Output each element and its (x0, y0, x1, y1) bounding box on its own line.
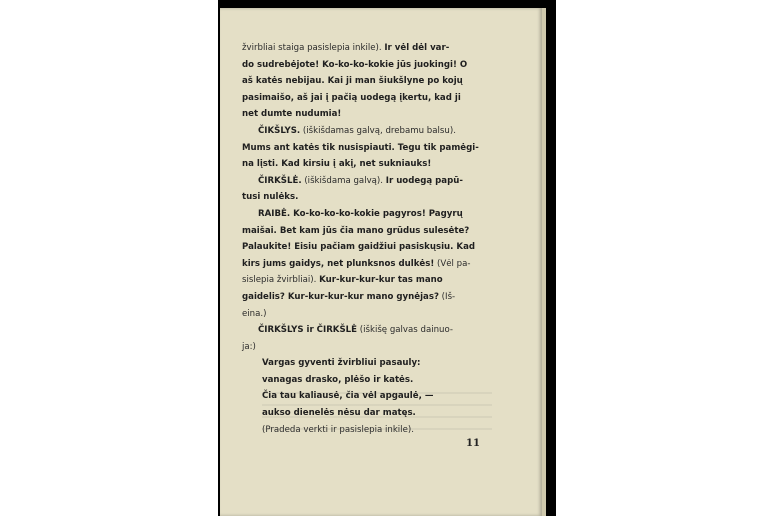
page-edge (542, 8, 546, 516)
text-line (242, 106, 478, 123)
verse-segment: Čia tau kaliausė, čia vėl apgaulė, — (262, 391, 434, 402)
text-segment: (iškišę galvas dainuo- (357, 325, 454, 336)
text-segment: (Iš- (438, 291, 456, 302)
text-segment: žvirbliai staiga pasislepia inkile). (242, 43, 385, 53)
text-segment: ja:) (242, 341, 256, 352)
text-line (242, 272, 478, 289)
verse-segment: Vargas gyventi žvirbliui pasauly: (262, 358, 421, 369)
text-line (242, 239, 478, 256)
text-segment: Kur-kur-kur-kur tas mano (319, 275, 443, 286)
verse-line (242, 405, 478, 422)
text-line (242, 40, 478, 57)
verse-line (242, 355, 478, 372)
text-segment: ČIRKŠLYS ir ČIRKŠLĖ (258, 325, 358, 336)
text-line (242, 156, 478, 173)
text-segment: pasimaišo, aš jai į pačią uodegą įkertu, kad ji (242, 92, 461, 103)
text-segment: (Vėl pa- (434, 258, 471, 269)
text-line (242, 123, 478, 140)
text-segment: maišai. Bet kam jūs čia mano grūdus sulesėte? (242, 225, 470, 236)
text-line (242, 339, 478, 356)
text-segment: sislepia žvirbliai). (242, 275, 320, 286)
verse-line (242, 388, 478, 405)
text-segment: aš katės nebijau. Kai ji man šiukšlyne po kojų (242, 76, 463, 87)
text-segment: tusi nulėks. (242, 192, 299, 203)
text-line (242, 322, 478, 339)
text-line (242, 57, 478, 74)
verse-segment: (Pradeda verkti ir pasislepia inkile). (262, 424, 414, 435)
verse-segment: vanagas drasko, plėšo ir katės. (262, 374, 414, 385)
text-segment: RAIBĖ. Ko-ko-ko-ko-kokie pagyros! Pagyrų (258, 208, 463, 219)
text-line (242, 140, 478, 157)
text-line (242, 189, 478, 206)
text-segment: eina.) (242, 308, 267, 319)
verse-line (242, 422, 478, 439)
text-segment: Ir uodegą papū- (385, 175, 463, 186)
text-line (242, 173, 478, 190)
text-line (242, 223, 478, 240)
text-line (242, 289, 478, 306)
text-segment: kirs jums gaidys, net plunksnos dulkės! (242, 258, 435, 269)
text-line (242, 256, 478, 273)
text-line (242, 90, 478, 107)
text-segment: (iškišdamas galvą, drebamu balsu). (300, 125, 456, 136)
page-body-text (242, 40, 478, 438)
text-line (242, 73, 478, 90)
text-segment: Palaukite! Eisiu pačiam gaidžiui pasiskųsiu. Kad (242, 242, 476, 253)
text-segment: gaidelis? Kur-kur-kur-kur mano gynėjas? (242, 291, 439, 302)
text-segment: Mums ant katės tik nusispiauti. Tegu tik pamėgi- (242, 142, 479, 153)
text-line (242, 206, 478, 223)
verse-segment: aukso dienelės nėsu dar matęs. (262, 408, 416, 419)
text-segment: Ir vėl dėl var- (384, 43, 450, 53)
text-segment: ČIRKŠLĖ. (258, 175, 302, 186)
text-segment: (iškišdama galvą). (301, 175, 386, 186)
text-segment: na lįsti. Kad kirsiu į akį, net sukniauks! (242, 159, 432, 170)
text-segment: do sudrebėjote! Ko-ko-ko-kokie jūs juokingi! O (242, 59, 468, 70)
text-segment: net dumte nudumia! (242, 109, 342, 120)
text-line (242, 306, 478, 323)
verse-line (242, 372, 478, 389)
page-number: 11 (466, 438, 480, 449)
text-segment: ČIKŠLYS. (258, 125, 301, 136)
